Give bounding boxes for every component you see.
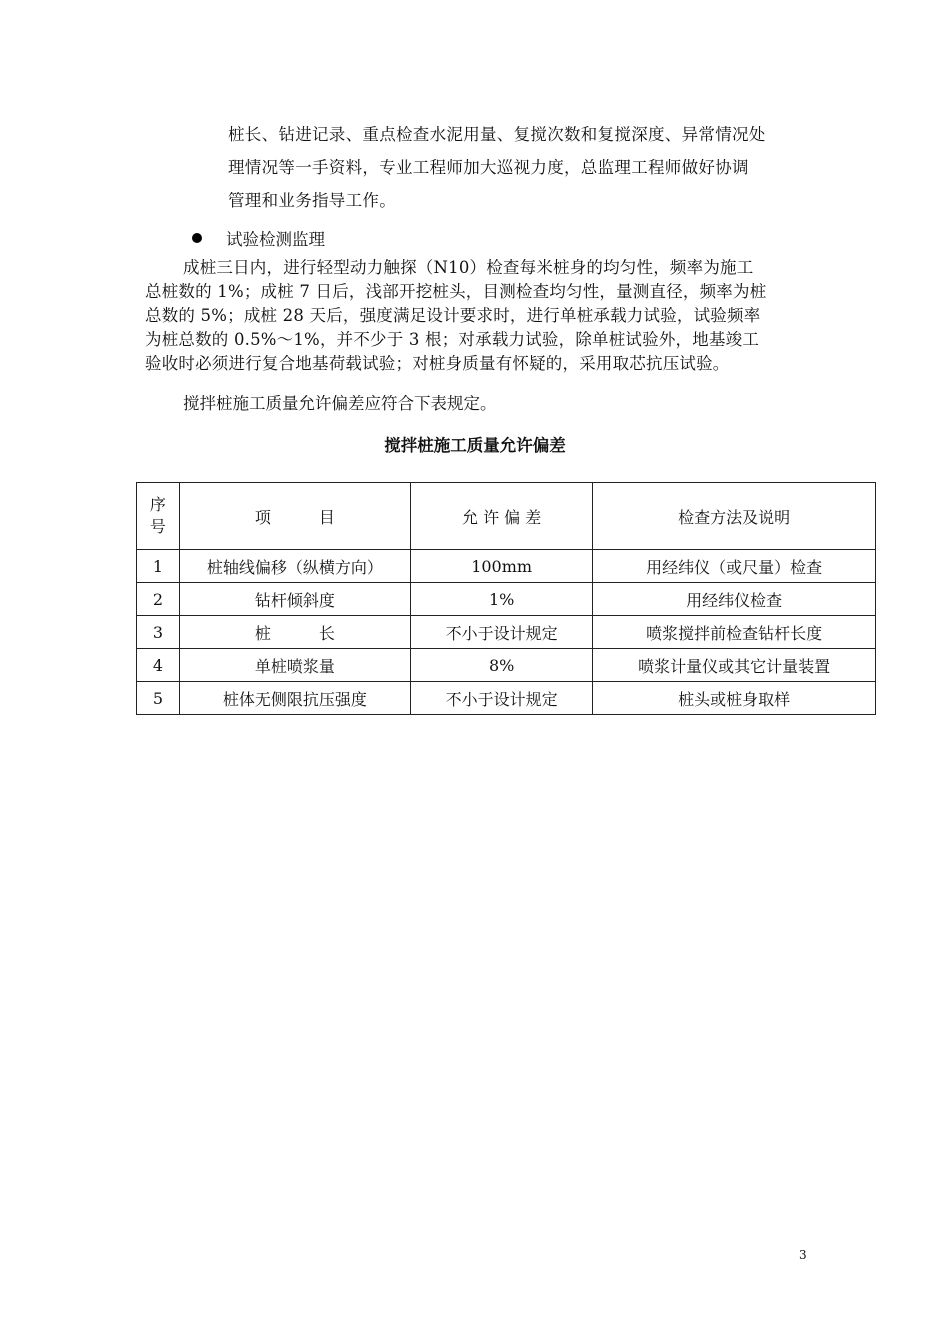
header-item: 项 目 xyxy=(179,483,410,550)
cell-no: 1 xyxy=(137,550,180,583)
table-row xyxy=(137,649,876,682)
header-tolerance: 允 许 偏 差 xyxy=(410,483,592,550)
cell-tolerance: 不小于设计规定 xyxy=(410,616,592,649)
text-line: 桩长、钻进记录、重点检查水泥用量、复搅次数和复搅深度、异常情况处 xyxy=(228,125,766,144)
table-row xyxy=(137,583,876,616)
text-line: 为桩总数的 0.5%～1%，并不少于 3 根；对承载力试验，除单桩试验外，地基竣工 xyxy=(145,330,760,349)
cell-no: 3 xyxy=(137,616,180,649)
cell-no: 2 xyxy=(137,583,180,616)
bullet-heading-text: 试验检测监理 xyxy=(226,230,325,249)
cell-item: 钻杆倾斜度 xyxy=(179,583,410,616)
text-line: 验收时必须进行复合地基荷载试验；对桩身质量有怀疑的，采用取芯抗压试验。 xyxy=(145,354,730,373)
cell-method: 用经纬仪检查 xyxy=(593,583,876,616)
cell-item: 桩 长 xyxy=(179,616,410,649)
cell-tolerance: 100mm xyxy=(410,550,592,583)
table-header-row xyxy=(137,483,876,550)
table-title: 搅拌桩施工质量允许偏差 xyxy=(384,436,566,455)
text-line: 理情况等一手资料，专业工程师加大巡视力度，总监理工程师做好协调 xyxy=(228,158,749,177)
cell-method: 喷浆搅拌前检查钻杆长度 xyxy=(593,616,876,649)
text-line: 总数的 5%；成桩 28 天后，强度满足设计要求时，进行单桩承载力试验，试验频率 xyxy=(145,306,761,325)
cell-no: 5 xyxy=(137,682,180,715)
table-row xyxy=(137,682,876,715)
cell-method: 桩头或桩身取样 xyxy=(593,682,876,715)
page-number: 3 xyxy=(799,1248,807,1262)
header-no-line1: 序 xyxy=(149,495,166,514)
cell-tolerance: 1% xyxy=(410,583,592,616)
cell-tolerance: 不小于设计规定 xyxy=(410,682,592,715)
cell-item: 桩轴线偏移（纵横方向） xyxy=(179,550,410,583)
continuation-text xyxy=(228,118,808,217)
bullet-heading xyxy=(192,226,325,250)
cell-item: 桩体无侧限抗压强度 xyxy=(179,682,410,715)
cell-method: 喷浆计量仪或其它计量装置 xyxy=(593,649,876,682)
bullet-icon xyxy=(192,233,202,243)
text-line: 管理和业务指导工作。 xyxy=(228,191,396,210)
tolerance-table xyxy=(136,482,876,715)
text-line: 总桩数的 1%；成桩 7 日后，浅部开挖桩头，目测检查均匀性，量测直径，频率为桩 xyxy=(145,282,767,301)
header-no xyxy=(137,483,180,550)
cell-no: 4 xyxy=(137,649,180,682)
header-no-line2: 号 xyxy=(149,517,166,536)
table-intro-text: 搅拌桩施工质量允许偏差应符合下表规定。 xyxy=(183,394,497,413)
text-line: 成桩三日内，进行轻型动力触探（N10）检查每米桩身的均匀性，频率为施工 xyxy=(183,258,754,277)
cell-method: 用经纬仪（或尺量）检查 xyxy=(593,550,876,583)
table-row xyxy=(137,550,876,583)
table-row xyxy=(137,616,876,649)
header-method: 检查方法及说明 xyxy=(593,483,876,550)
cell-item: 单桩喷浆量 xyxy=(179,649,410,682)
cell-tolerance: 8% xyxy=(410,649,592,682)
testing-paragraph xyxy=(145,256,810,376)
